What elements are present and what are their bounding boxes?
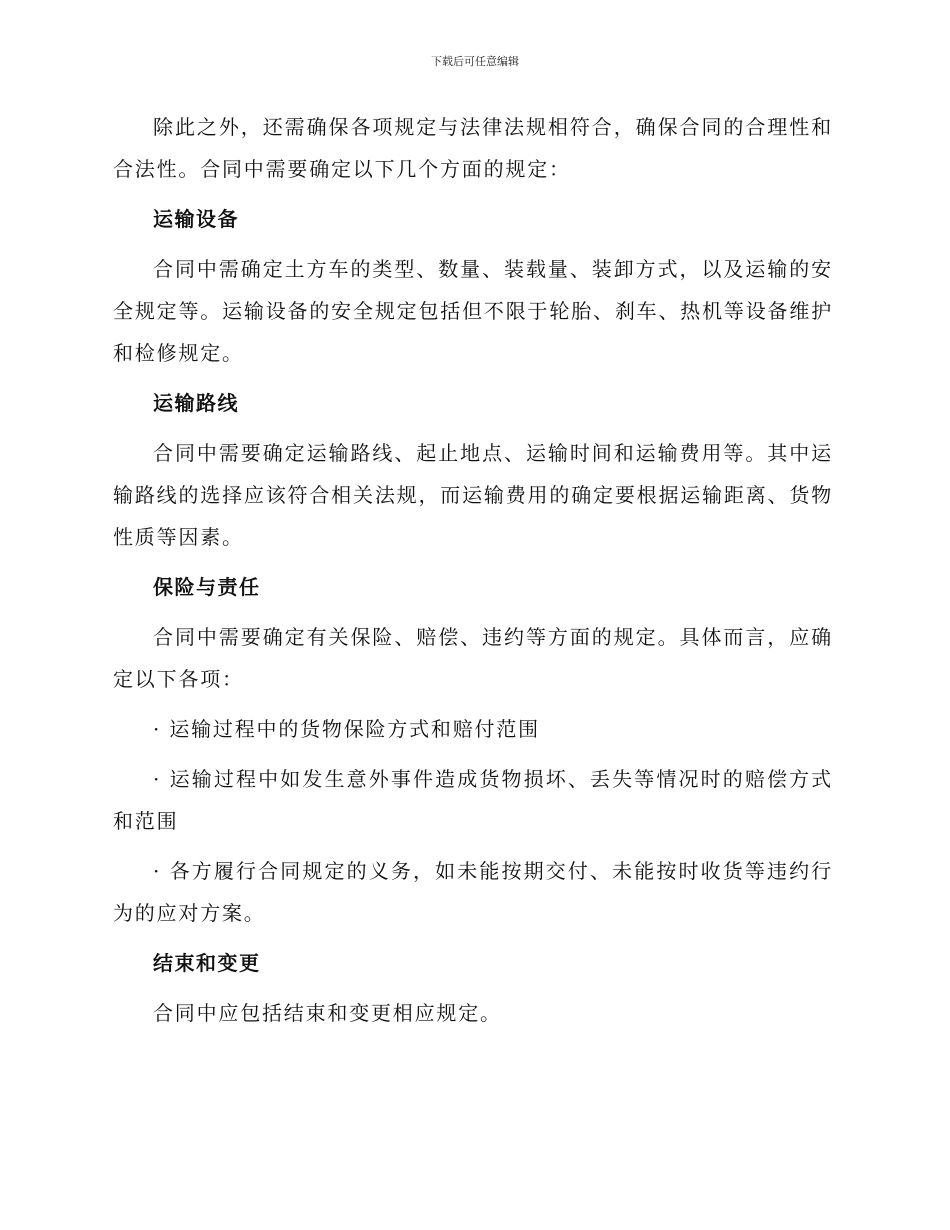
termination-change-paragraph: 合同中应包括结束和变更相应规定。: [153, 1001, 502, 1025]
section-heading-termination-change: 结束和变更: [153, 951, 261, 975]
section-heading-transport-equipment: 运输设备: [153, 207, 239, 231]
section-heading-insurance-liability: 保险与责任: [153, 575, 261, 599]
intro-paragraph: 除此之外，还需确保各项规定与法律法规相符合，确保合同的合理性和合法性。合同中需要确定以下几个方面的规定：: [113, 115, 833, 181]
transport-equipment-paragraph: 合同中需确定土方车的类型、数量、装载量、装卸方式，以及运输的安全规定等。运输设备的安全规定包括但不限于轮胎、刹车、热机等设备维护和检修规定。: [113, 257, 833, 365]
transport-route-paragraph: 合同中需要确定运输路线、起止地点、运输时间和运输费用等。其中运输路线的选择应该符合相关法规，而运输费用的确定要根据运输距离、货物性质等因素。: [113, 441, 833, 549]
compensation-bullet-item: · 运输过程中如发生意外事件造成货物损坏、丢失等情况时的赔偿方式和范围: [113, 767, 833, 833]
section-heading-transport-route: 运输路线: [153, 391, 239, 415]
insurance-liability-paragraph: 合同中需要确定有关保险、赔偿、违约等方面的规定。具体而言，应确定以下各项：: [113, 625, 833, 691]
page-header: 下载后可任意编辑: [431, 55, 519, 68]
insurance-bullet-item: · 运输过程中的货物保险方式和赔付范围: [153, 717, 540, 741]
document-body: [113, 106, 833, 1042]
breach-bullet-item: · 各方履行合同规定的义务，如未能按期交付、未能按时收货等违约行为的应对方案。: [113, 859, 833, 925]
